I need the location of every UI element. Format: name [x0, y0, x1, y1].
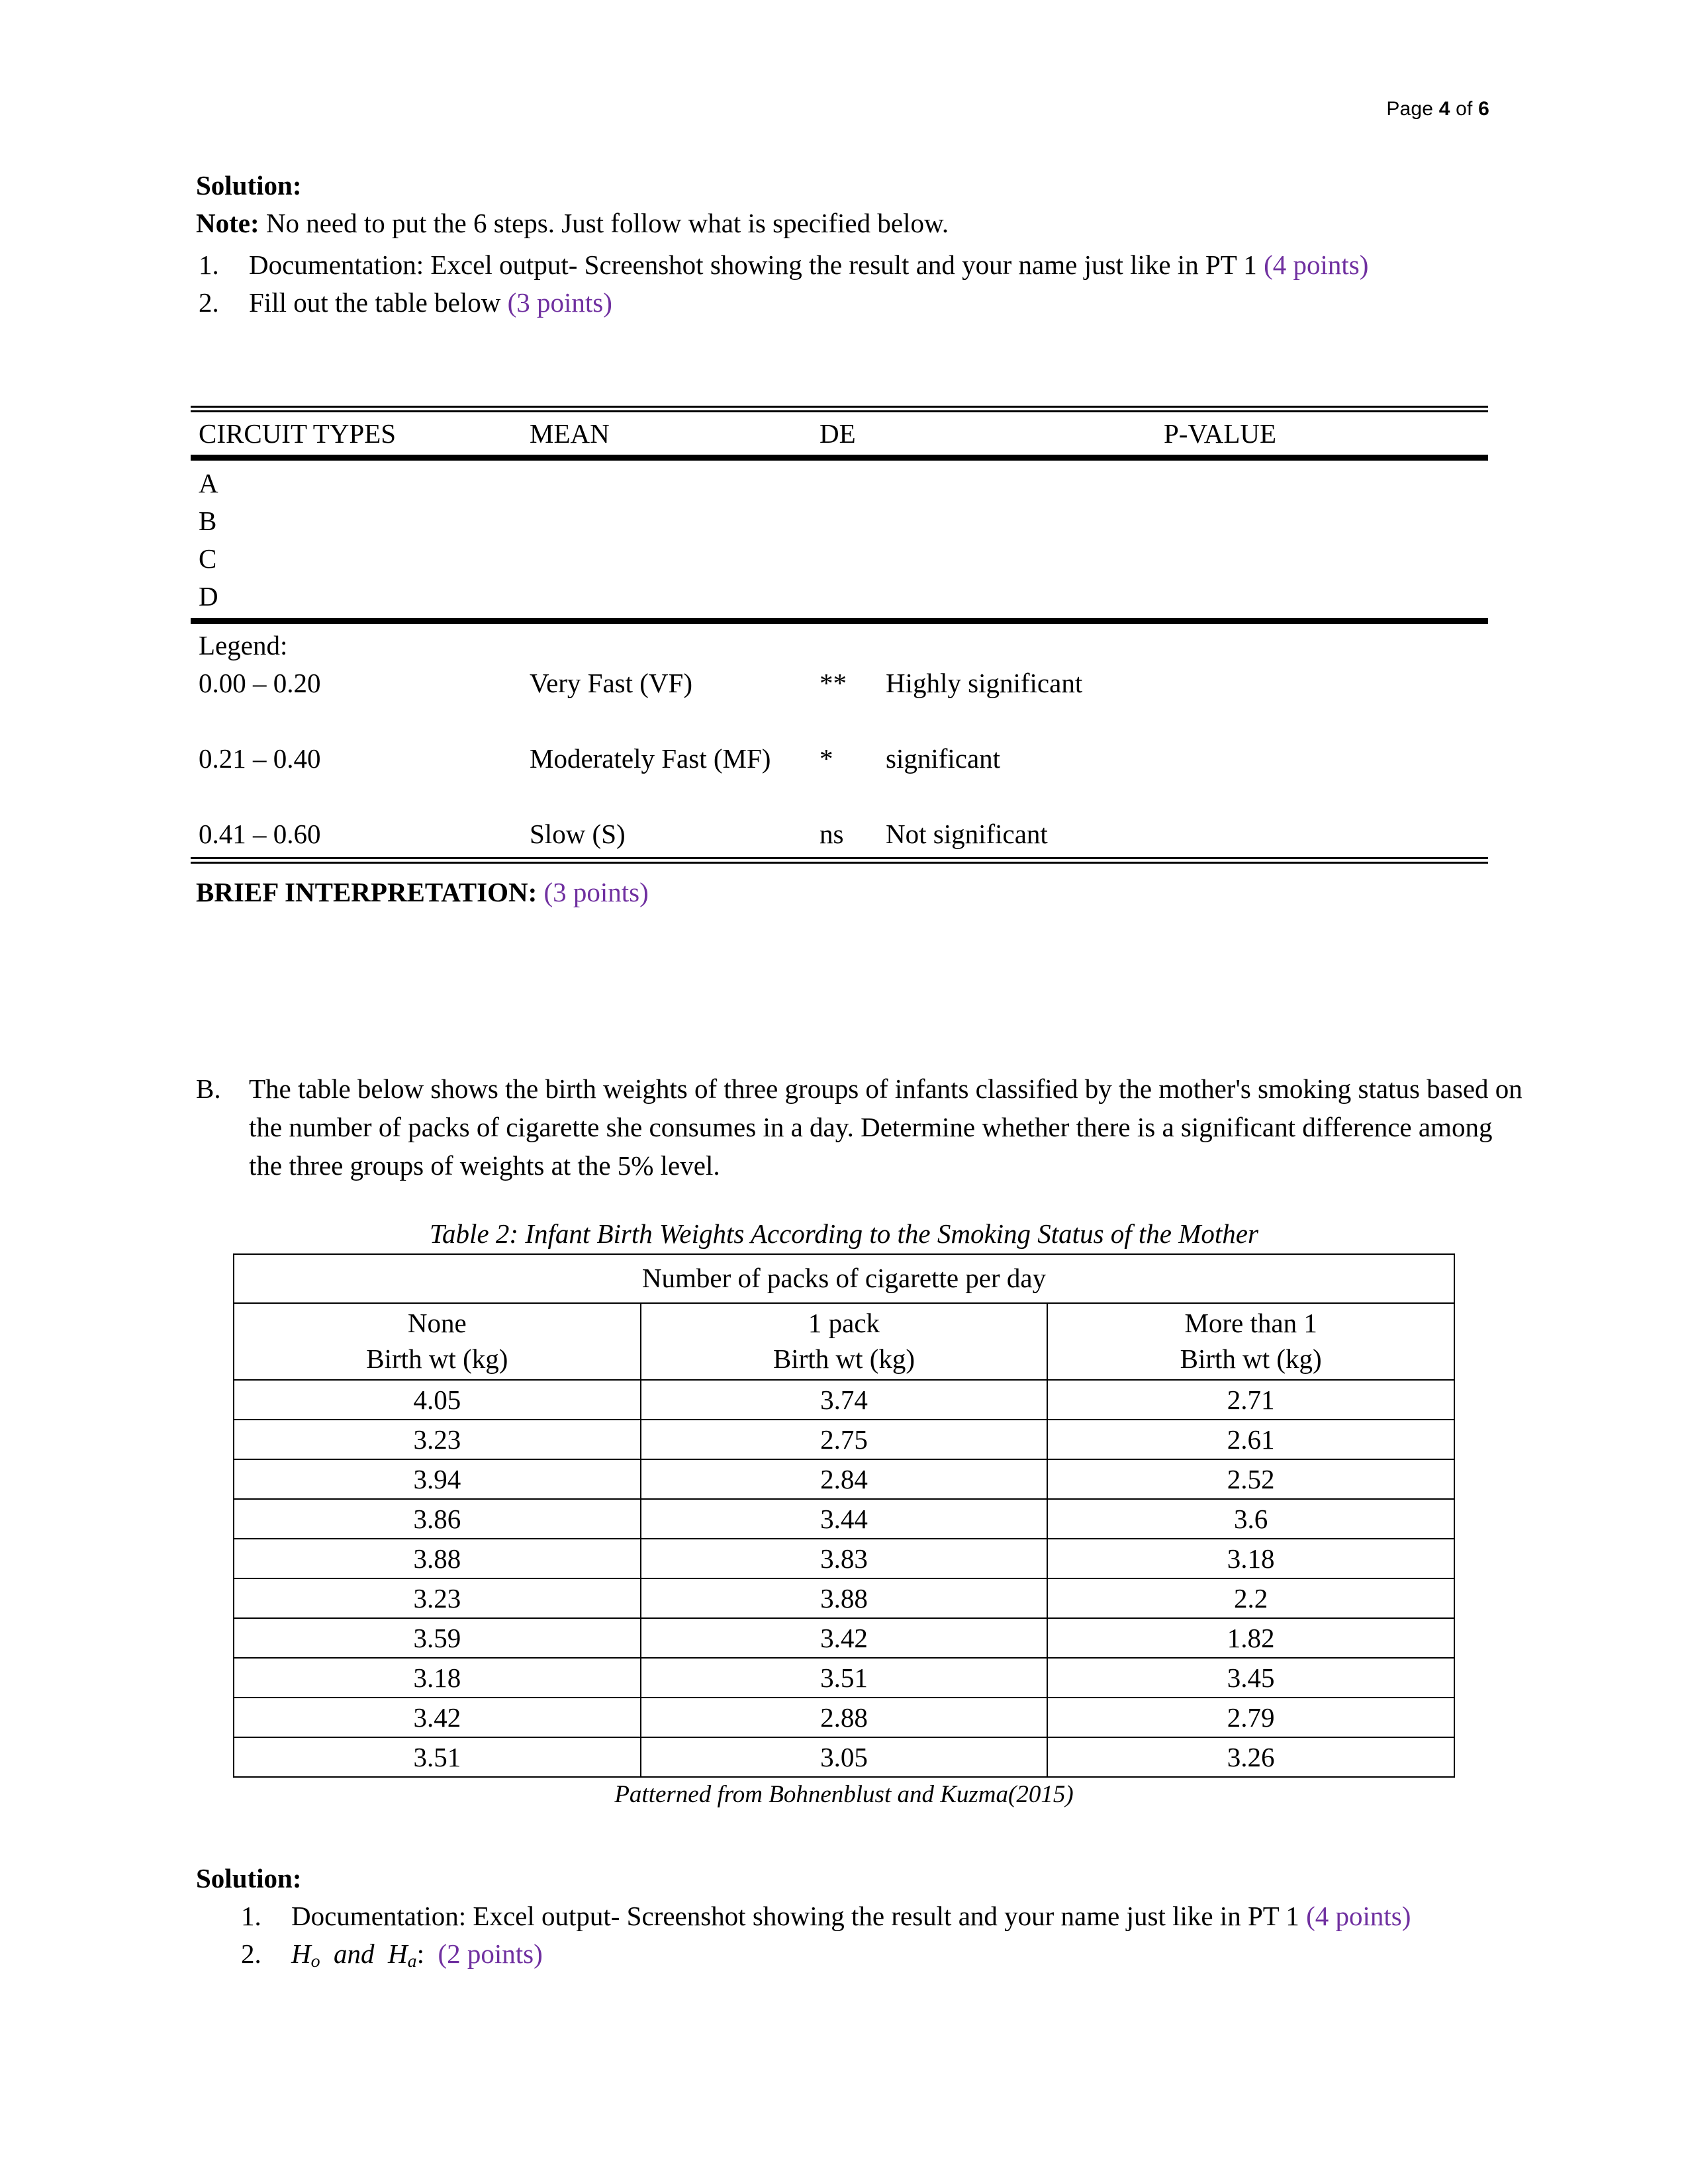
- cell-more-than-1: 2.2: [1047, 1578, 1454, 1618]
- page-header-middle: of: [1450, 98, 1479, 120]
- legend-mark: ns: [820, 819, 844, 849]
- cell-none: 3.59: [234, 1618, 641, 1658]
- legend-meaning: Not significant: [886, 819, 1048, 849]
- unit-label: Birth wt (kg): [1180, 1343, 1322, 1374]
- cell-none: 3.18: [234, 1658, 641, 1698]
- legend-title: Legend:: [199, 630, 288, 660]
- group-label: 1 pack: [808, 1308, 880, 1338]
- legend-speed: Very Fast (VF): [530, 668, 692, 698]
- group-header-1-pack: [641, 1303, 1048, 1380]
- table-body-rule: [191, 618, 1488, 624]
- list-item-number: 1.: [241, 1901, 261, 1931]
- cell-more-than-1: 3.6: [1047, 1499, 1454, 1539]
- table-row: [234, 1499, 1454, 1539]
- table-2-source: Patterned from Bohnenblust and Kuzma(2015): [614, 1781, 1074, 1808]
- solution-heading: Solution:: [196, 1863, 302, 1893]
- table-group-header-row: [234, 1303, 1454, 1380]
- group-header-none: [234, 1303, 641, 1380]
- solution-heading: Solution:: [196, 170, 302, 201]
- table-row: [234, 1459, 1454, 1499]
- h-subscript: o: [310, 1951, 320, 1972]
- list-item-points: (2 points): [438, 1938, 543, 1969]
- legend-range: 0.41 – 0.60: [199, 819, 321, 849]
- list-item-body: [249, 246, 1520, 284]
- cell-more-than-1: 2.52: [1047, 1459, 1454, 1499]
- cell-none: 3.94: [234, 1459, 641, 1499]
- table-row: [234, 1380, 1454, 1420]
- brief-interpretation-line: [196, 874, 649, 911]
- cell-none: 3.23: [234, 1420, 641, 1459]
- cell-none: 3.88: [234, 1539, 641, 1578]
- legend-title-row: [191, 627, 1488, 664]
- table-row: [234, 1658, 1454, 1698]
- page-header-prefix: Page: [1386, 98, 1439, 120]
- span-header-cell: Number of packs of cigarette per day: [234, 1254, 1454, 1303]
- legend-meaning: Highly significant: [886, 668, 1083, 698]
- legend-speed: Moderately Fast (MF): [530, 743, 771, 774]
- page-header-current: 4: [1438, 98, 1450, 120]
- table-row: [234, 1539, 1454, 1578]
- legend-row: [191, 664, 1488, 740]
- hypotheses-line: [291, 1935, 1526, 1980]
- cell-1-pack: 3.05: [641, 1737, 1048, 1777]
- cell-more-than-1: 1.82: [1047, 1618, 1454, 1658]
- list-item-number: 2.: [241, 1938, 261, 1969]
- part-b-block: [196, 1069, 1526, 1185]
- part-b-label: B.: [196, 1073, 221, 1104]
- solution-top-block: [196, 167, 1520, 322]
- cell-1-pack: 3.42: [641, 1618, 1048, 1658]
- table-row: [234, 1698, 1454, 1737]
- legend-mark: *: [820, 743, 833, 774]
- list-item-number: 1.: [199, 250, 219, 280]
- birth-weight-table-wrap: [233, 1218, 1455, 1808]
- list-item-points: (4 points): [1306, 1901, 1411, 1931]
- cell-circuit-type: B: [199, 506, 217, 536]
- cell-none: 3.51: [234, 1737, 641, 1777]
- table-header-row: [191, 412, 1488, 455]
- list-item-text: Documentation: Excel output- Screenshot showing the result and your name just like in PT 1: [291, 1901, 1299, 1931]
- table-row: [191, 502, 1488, 540]
- alternative-hypothesis-symbol: [388, 1938, 417, 1972]
- table-bottom-rule: [191, 857, 1488, 864]
- cell-more-than-1: 2.71: [1047, 1380, 1454, 1420]
- cell-none: 4.05: [234, 1380, 641, 1420]
- legend-range: 0.21 – 0.40: [199, 743, 321, 774]
- null-hypothesis-symbol: [291, 1938, 320, 1972]
- table-row: [191, 578, 1488, 615]
- cell-1-pack: 3.88: [641, 1578, 1048, 1618]
- list-item: [238, 1897, 1549, 1935]
- list-item-body: [249, 284, 1520, 322]
- column-header-mean: MEAN: [530, 418, 610, 449]
- list-item-text: Documentation: Excel output- Screenshot showing the result and your name just like in PT 1: [249, 250, 1264, 280]
- cell-more-than-1: 3.26: [1047, 1737, 1454, 1777]
- legend-speed: Slow (S): [530, 819, 626, 849]
- column-header-de: DE: [820, 418, 856, 449]
- list-item: [196, 284, 1520, 322]
- brief-interpretation-points: (3 points): [537, 877, 649, 907]
- list-item-points: (4 points): [1264, 250, 1369, 280]
- birth-weight-table: [233, 1253, 1455, 1778]
- table-row: [234, 1737, 1454, 1777]
- h-symbol: H: [291, 1938, 311, 1969]
- solution-bottom-list: [238, 1897, 1526, 1980]
- legend-mark: **: [820, 668, 847, 698]
- table-span-header-row: [234, 1254, 1454, 1303]
- list-item-number: 2.: [199, 287, 219, 318]
- cell-more-than-1: 3.45: [1047, 1658, 1454, 1698]
- page-header-total: 6: [1478, 98, 1489, 120]
- legend-row: [191, 815, 1488, 853]
- table-row: [234, 1420, 1454, 1459]
- list-item-body: [291, 1897, 1549, 1935]
- unit-label: Birth wt (kg): [773, 1343, 915, 1374]
- legend-meaning: significant: [886, 743, 1001, 774]
- column-header-p-value: P-VALUE: [1164, 418, 1277, 449]
- h-subscript: a: [407, 1951, 417, 1972]
- cell-1-pack: 2.75: [641, 1420, 1048, 1459]
- cell-1-pack: 3.74: [641, 1380, 1048, 1420]
- group-label: More than 1: [1184, 1308, 1317, 1338]
- cell-more-than-1: 2.61: [1047, 1420, 1454, 1459]
- cell-circuit-type: C: [199, 543, 217, 574]
- list-item: [196, 246, 1520, 284]
- list-item-points: (3 points): [507, 287, 612, 318]
- legend-range: 0.00 – 0.20: [199, 668, 321, 698]
- conjunction: and: [334, 1938, 375, 1969]
- h-symbol: H: [388, 1938, 408, 1969]
- list-item-text: Fill out the table below: [249, 287, 508, 318]
- legend-section: [191, 624, 1488, 857]
- colon: :: [416, 1938, 424, 1969]
- brief-interpretation-label: BRIEF INTERPRETATION:: [196, 877, 538, 907]
- cell-none: 3.42: [234, 1698, 641, 1737]
- table-row: [234, 1578, 1454, 1618]
- table-top-rule: [191, 406, 1488, 412]
- list-item: [238, 1935, 1526, 1980]
- note-line: [196, 205, 1520, 242]
- cell-1-pack: 2.88: [641, 1698, 1048, 1737]
- cell-1-pack: 3.51: [641, 1658, 1048, 1698]
- table-row: [191, 540, 1488, 578]
- cell-more-than-1: 3.18: [1047, 1539, 1454, 1578]
- table-header-rule: [191, 455, 1488, 461]
- cell-none: 3.86: [234, 1499, 641, 1539]
- table-row: [191, 465, 1488, 502]
- legend-row: [191, 740, 1488, 815]
- note-text: No need to put the 6 steps. Just follow what is specified below.: [259, 208, 949, 238]
- solution-top-list: [196, 246, 1520, 322]
- table-2-caption: Table 2: Infant Birth Weights According to the Smoking Status of the Mother: [430, 1218, 1258, 1249]
- column-header-circuit-types: CIRCUIT TYPES: [199, 418, 397, 449]
- cell-1-pack: 3.83: [641, 1539, 1048, 1578]
- solution-bottom-block: [196, 1860, 1526, 1980]
- part-b-text: The table below shows the birth weights of three groups of infants classified by the mother's smoking status based on the number of packs of cigarette she consumes in a day. Determine whether there is a significant difference among the three groups of weights at the 5% level.: [249, 1073, 1523, 1181]
- cell-circuit-type: D: [199, 581, 218, 612]
- cell-none: 3.23: [234, 1578, 641, 1618]
- table-row: [234, 1618, 1454, 1658]
- cell-1-pack: 3.44: [641, 1499, 1048, 1539]
- group-label: None: [407, 1308, 467, 1338]
- unit-label: Birth wt (kg): [366, 1343, 508, 1374]
- page-number-header: [1386, 98, 1489, 120]
- circuit-types-table: [191, 406, 1488, 864]
- group-header-more-than-1: [1047, 1303, 1454, 1380]
- table-body: [191, 461, 1488, 618]
- cell-circuit-type: A: [199, 468, 218, 498]
- note-label: Note:: [196, 208, 259, 238]
- cell-1-pack: 2.84: [641, 1459, 1048, 1499]
- cell-more-than-1: 2.79: [1047, 1698, 1454, 1737]
